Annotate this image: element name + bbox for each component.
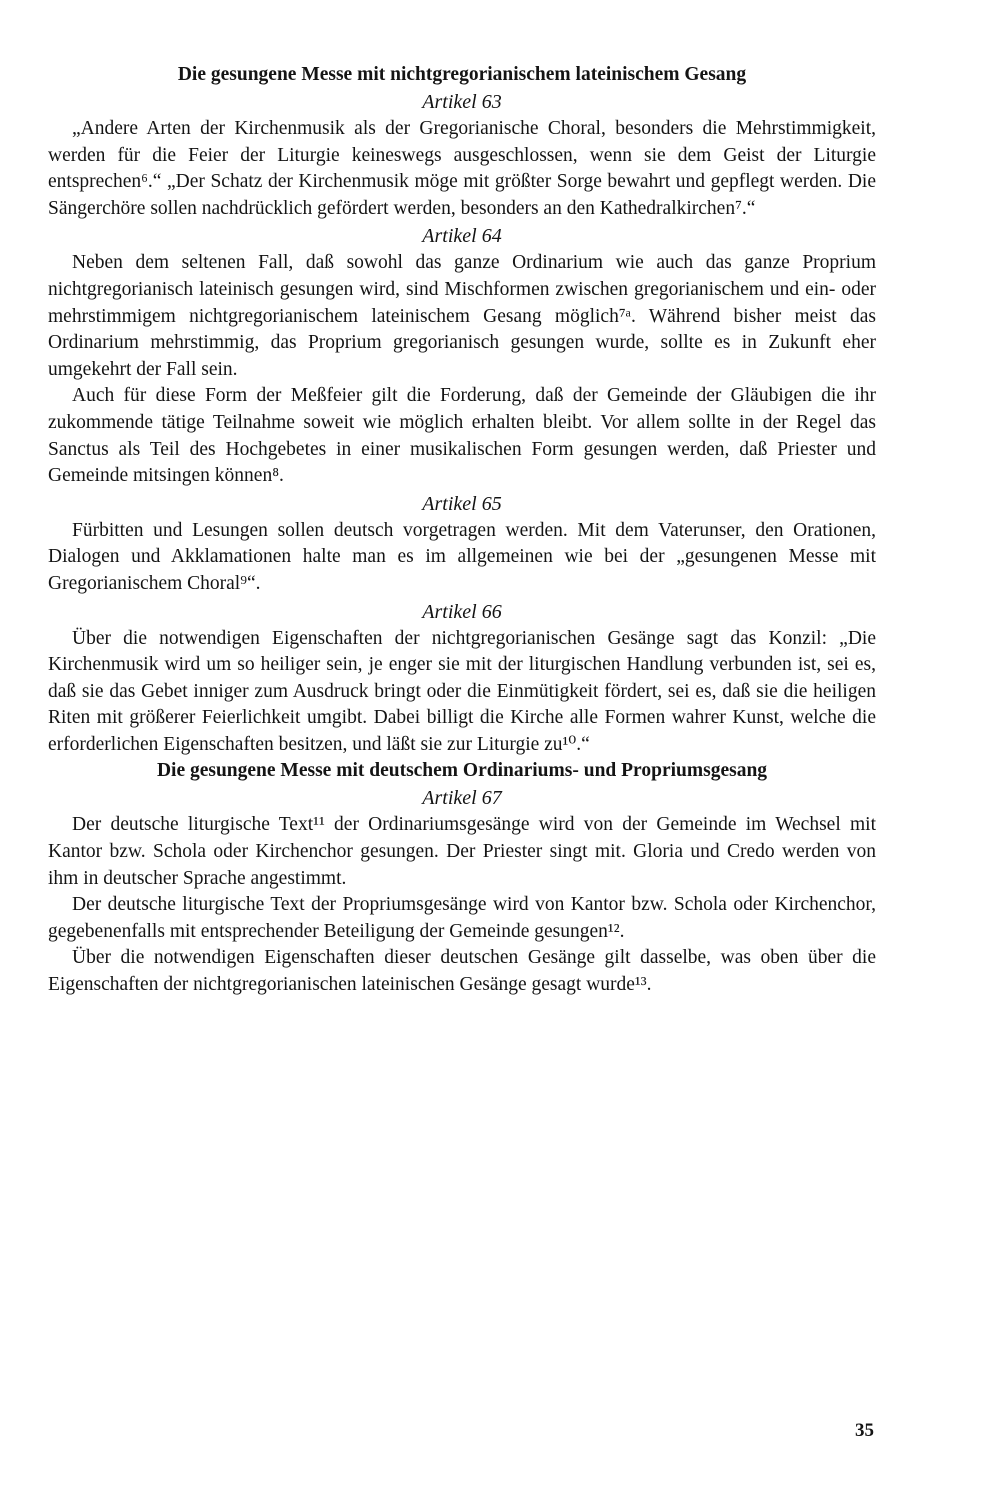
article-67-heading: Artikel 67: [422, 787, 502, 810]
article-63-paragraph: „Andere Arten der Kirchenmusik als der Gregorianische Choral, besonders die Mehrstimmigkeit, werden für die Feier der Liturgie keineswegs ausgeschlossen, wenn sie dem Geist der Liturgie entsprechen⁶.“ „Der Schatz der Kirchenmusik möge mit größter Sorge bewahrt und gepflegt werden. Die Sängerchöre sollen nachdrücklich gefördert werden, besonders an den Kathedralkirchen⁷.“: [48, 118, 876, 219]
section-title-latin: Die gesungene Messe mit nichtgregorianischem lateinischem Gesang: [177, 64, 747, 85]
article-66-paragraph: Über die notwendigen Eigenschaften der nichtgregorianischen Gesänge sagt das Konzil: „Die Kirchenmusik wird um so heiliger sein, je enger sie mit der liturgischen Handlung verbunden ist, sei es, daß sie das Gebet inniger zum Ausdruck bringt oder die Einmütigkeit fördert, sei es, daß sie die heiligen Riten mit größerer Feierlichkeit umgibt. Dabei billigt die Kirche alle Formen wahrer Kunst, welche die erforderlichen Eigenschaften besitzen, und läßt sie zur Liturgie zu¹⁰.“: [48, 627, 876, 755]
page-content: [48, 62, 876, 999]
page-number: 35: [855, 1420, 874, 1441]
section-title-german: Die gesungene Messe mit deutschem Ordinariums- und Propriumsgesang: [156, 760, 768, 782]
article-65-paragraph: Fürbitten und Lesungen sollen deutsch vorgetragen werden. Mit dem Vaterunser, den Orationen, Dialogen und Akklamationen halte man es im allgemeinen wie bei der „gesungenen Messe mit Gregorianischem Choral⁹“.: [48, 519, 876, 594]
article-67-paragraph-1: Der deutsche liturgische Text¹¹ der Ordinariumsgesänge wird von der Gemeinde im Wechsel mit Kantor bzw. Schola oder Kirchenchor gesungen. Der Priester singt mit. Gloria und Credo werden von ihm in deutscher Sprache angestimmt.: [48, 814, 876, 889]
article-64-paragraph-2: Auch für diese Form der Meßfeier gilt die Forderung, daß der Gemeinde der Gläubigen die ihr zukommende tätige Teilnahme soweit wie möglich erhalten bleibt. Vor allem sollte in der Regel das Sanctus als Teil des Hochgebetes in einer musikalischen Form gesungen werden, daß Priester und Gemeinde mitsingen können⁸.: [48, 385, 876, 487]
article-66-heading: Artikel 66: [422, 600, 502, 623]
article-63-heading: Artikel 63: [422, 91, 502, 113]
article-64-paragraph-1: Neben dem seltenen Fall, daß sowohl das ganze Ordinarium wie auch das ganze Proprium nichtgregorianisch lateinisch gesungen wird, sind Mischformen zwischen gregorianischem und ein- oder mehrstimmigem nichtgregorianischem lateinischem Gesang möglich⁷ᵃ. Während bisher meist das Ordinarium mehrstimmig, das Proprium gregorianisch gesungen wurde, sollte es in Zukunft eher umgekehrt der Fall sein.: [48, 252, 876, 380]
article-67-paragraph-3: Über die notwendigen Eigenschaften dieser deutschen Gesänge gilt dasselbe, was oben über die Eigenschaften der nichtgregorianischen lateinischen Gesänge gesagt wurde¹³.: [48, 947, 876, 996]
article-67-paragraph-2: Der deutsche liturgische Text der Propriumsgesänge wird von Kantor bzw. Schola oder Kirchenchor, gegebenenfalls mit entsprechender Beteiligung der Gemeinde gesungen¹².: [48, 894, 876, 942]
article-65-heading: Artikel 65: [422, 492, 502, 515]
article-64-heading: Artikel 64: [422, 225, 502, 248]
